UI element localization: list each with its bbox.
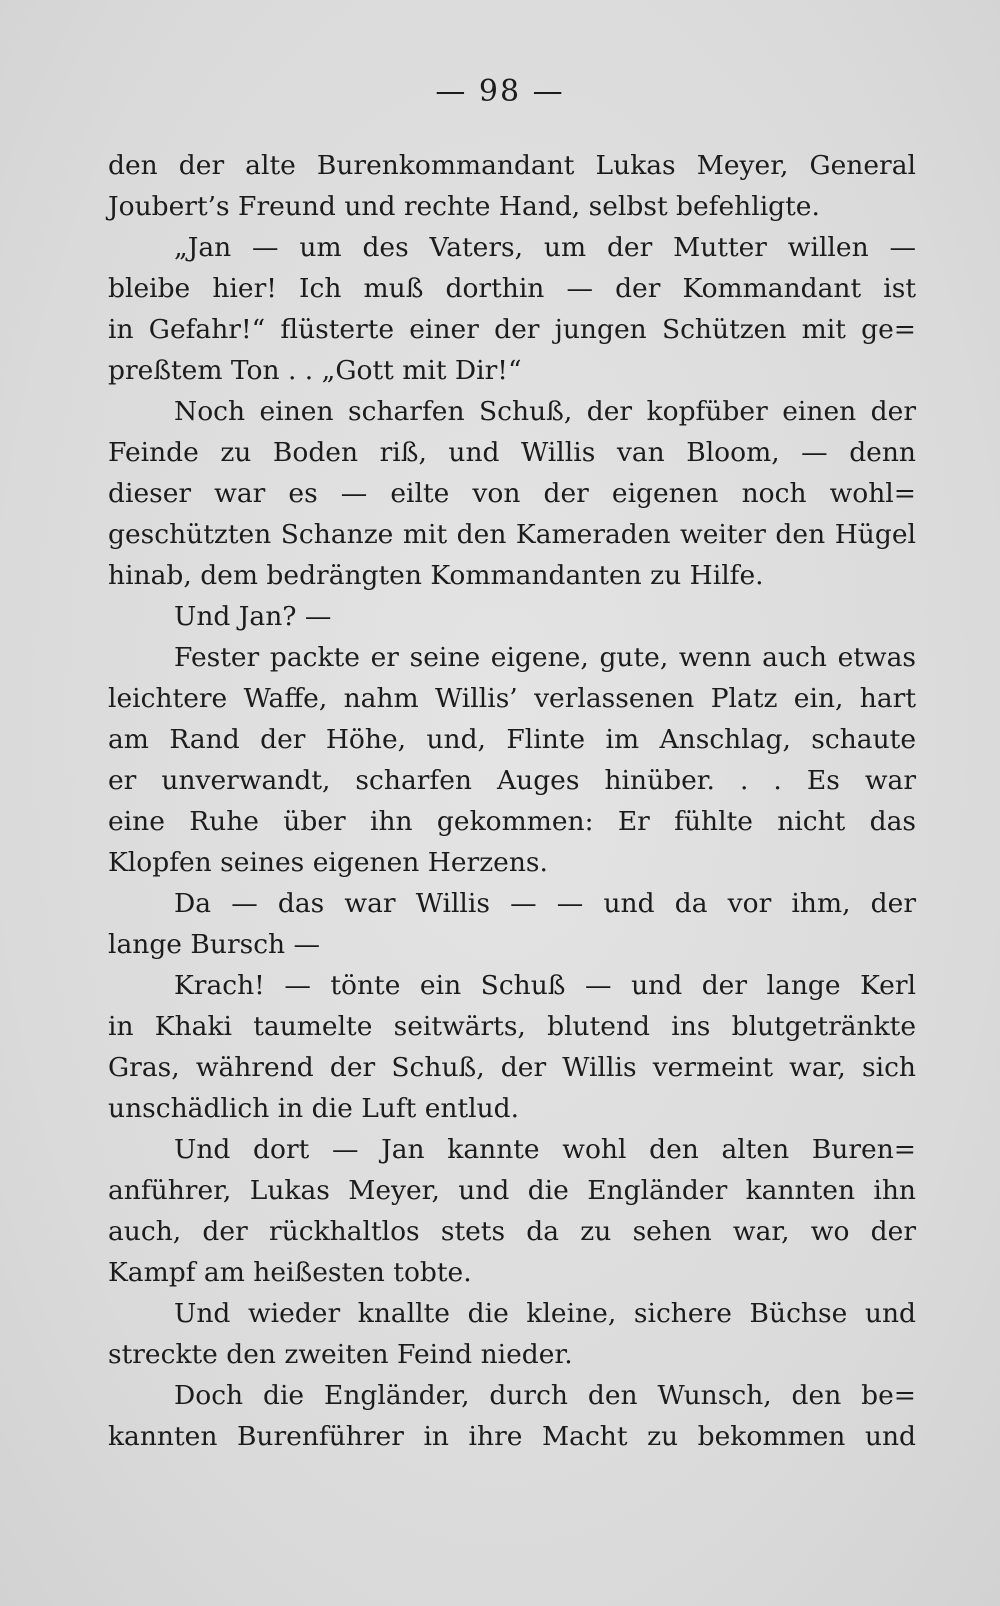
text-line: unschädlich in die Luft entlud. [108,1093,520,1124]
text-line: Klopfen seines eigenen Herzens. [108,847,548,878]
text-line: Kampf am heißesten tobte. [108,1257,472,1288]
text-line: leichtere Waffe, nahm Willis’ verlassenen Platz ein, hart [108,683,916,714]
text-line: Fester packte er seine eigene, gute, wenn auch etwas [174,642,916,673]
text-line: Joubert’s Freund und rechte Hand, selbst befehligte. [108,191,820,222]
text-line: preßtem Ton . . „Gott mit Dir!“ [108,355,522,386]
text-line: Noch einen scharfen Schuß, der kopfüber einen der [174,396,916,427]
text-line: bleibe hier! Ich muß dorthin — der Kommandant ist [108,273,916,304]
text-line: er unverwandt, scharfen Auges hinüber. . . Es war [108,765,916,796]
text-line: hinab, dem bedrängten Kommandanten zu Hilfe. [108,560,764,591]
text-line: Doch die Engländer, durch den Wunsch, den be= [174,1380,916,1411]
text-line: Gras, während der Schuß, der Willis vermeint war, sich [108,1052,916,1083]
text-line: streckte den zweiten Feind nieder. [108,1339,573,1370]
text-line: kannten Burenführer in ihre Macht zu bekommen und [108,1421,916,1452]
text-line: anführer, Lukas Meyer, und die Engländer kannten ihn [108,1175,916,1206]
text-line: in Khaki taumelte seitwärts, blutend ins blutgetränkte [108,1011,916,1042]
text-line: lange Bursch — [108,929,321,960]
body-text [108,145,916,1457]
text-line: Krach! — tönte ein Schuß — und der lange Kerl [174,970,916,1001]
text-line: eine Ruhe über ihn gekommen: Er fühlte nicht das [108,806,916,837]
text-line: Und Jan? — [174,601,332,632]
page-number: — 98 — [435,74,565,109]
text-line: den der alte Burenkommandant Lukas Meyer, General [108,150,916,181]
text-line: dieser war es — eilte von der eigenen noch wohl= [108,478,916,509]
text-line: Und wieder knallte die kleine, sichere Büchse und [174,1298,916,1329]
text-line: Feinde zu Boden riß, und Willis van Bloom, — denn [108,437,916,468]
text-line: Und dort — Jan kannte wohl den alten Buren= [174,1134,916,1165]
text-line: „Jan — um des Vaters, um der Mutter willen — [174,232,916,263]
text-line: Da — das war Willis — — und da vor ihm, der [174,888,916,919]
text-line: in Gefahr!“ flüsterte einer der jungen Schützen mit ge= [108,314,916,345]
text-line: auch, der rückhaltlos stets da zu sehen war, wo der [108,1216,916,1247]
text-line: geschützten Schanze mit den Kameraden weiter den Hügel [108,519,916,550]
text-line: am Rand der Höhe, und, Flinte im Anschlag, schaute [108,724,916,755]
